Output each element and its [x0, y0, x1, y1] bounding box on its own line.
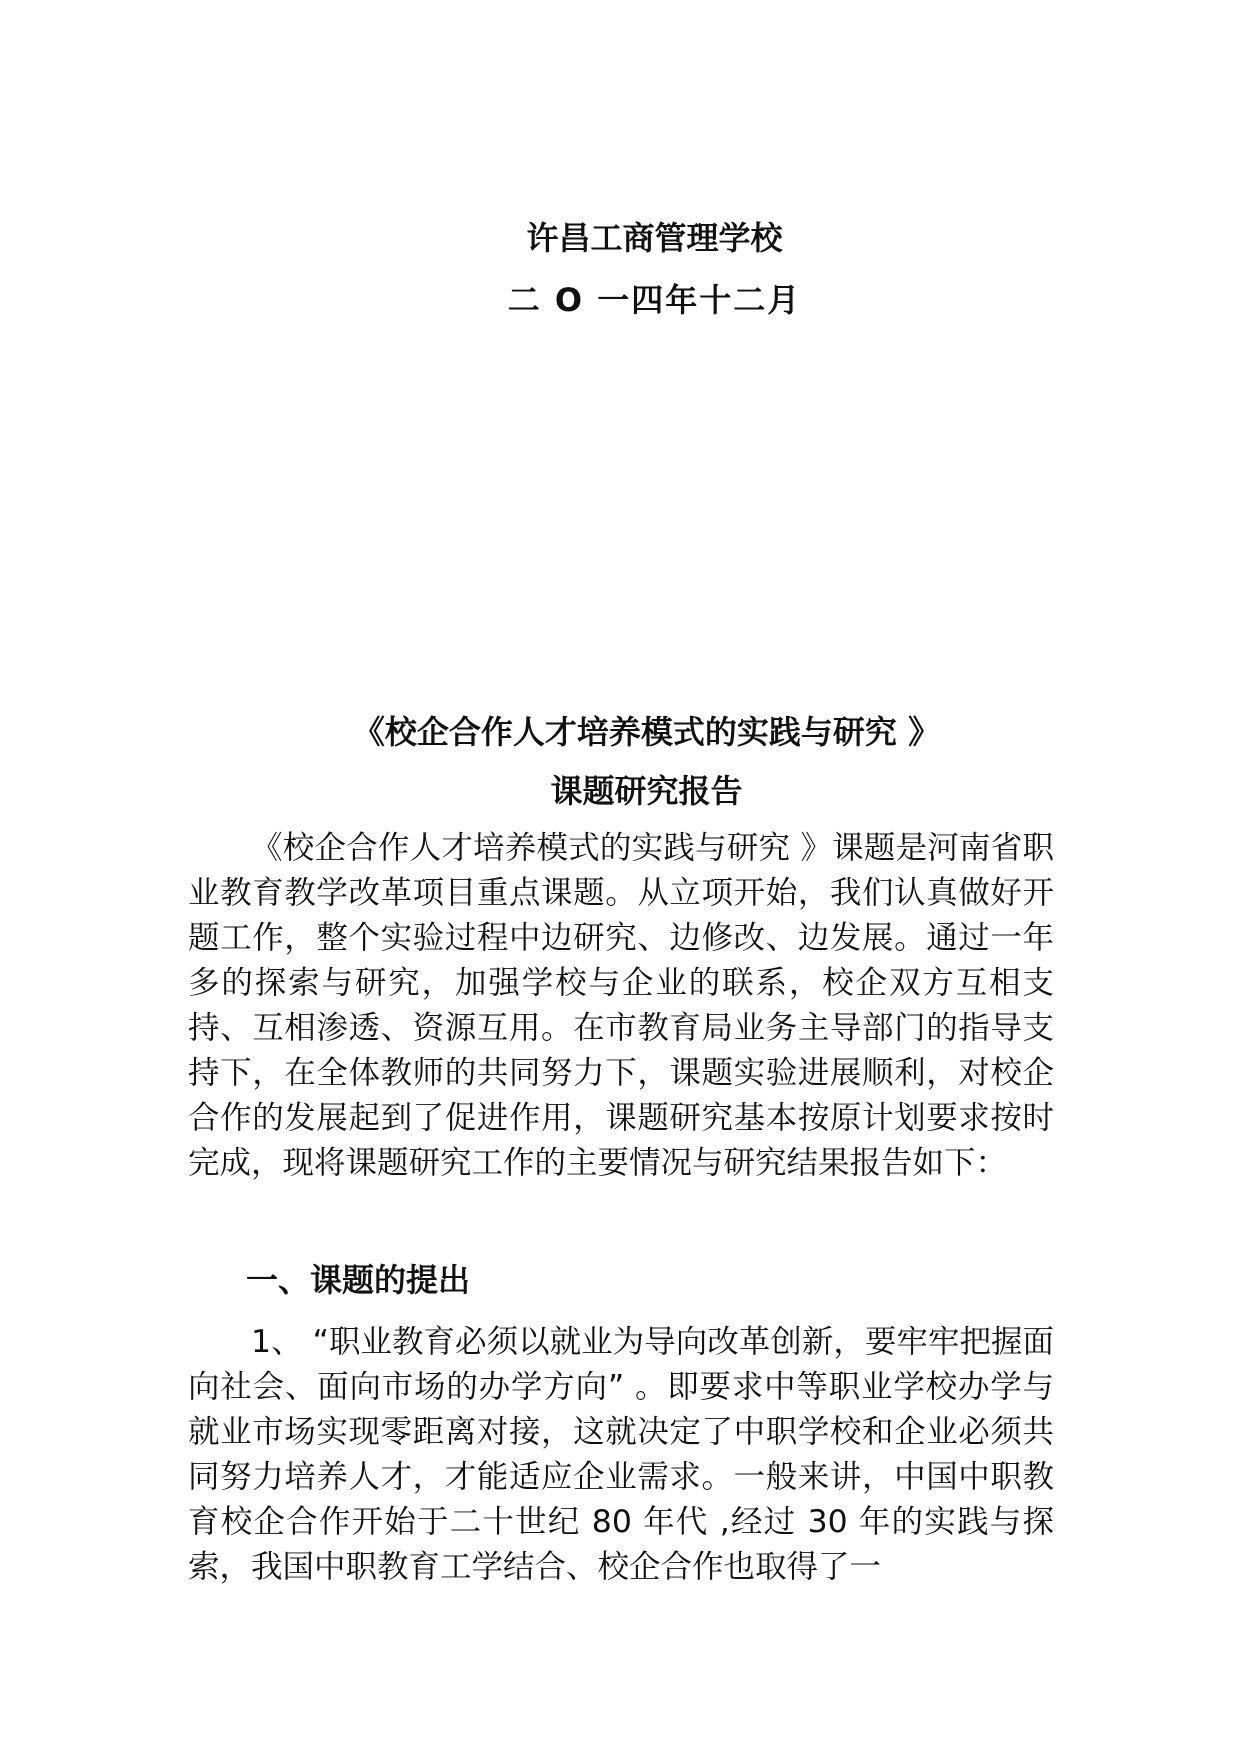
report-subtitle: 课题研究报告: [550, 772, 743, 810]
school-name: 许昌工商管理学校: [526, 219, 783, 257]
report-title: 《校企合作人才培养模式的实践与研究 》: [352, 713, 941, 751]
cover-date: 二 O 一四年十二月: [507, 281, 802, 319]
section-heading: 一、课题的提出: [246, 1261, 471, 1299]
section-paragraph: 1、 “职业教育必须以就业为导向改革创新，要牢牢把握面向社会、面向市场的办学方向” 。即要求中等职业学校办学与就业市场实现零距离对接，这就决定了中职学校和企业必须共同努力培养人才，才能适应企业需求。一般来讲，中国中职教育校企合作开始于二十世纪 80 年代 ,经过 30 年的实践与探索，我国中职教育工学结合、校企合作也取得了一: [188, 1324, 1054, 1585]
intro-paragraph: 《校企合作人才培养模式的实践与研究 》课题是河南省职业教育教学改革项目重点课题。从立项开始，我们认真做好开题工作，整个实验过程中边研究、边修改、边发展。通过一年多的探索与研究，加强学校与企业的联系，校企双方互相支持、互相渗透、资源互用。在市教育局业务主导部门的指导支持下，在全体教师的共同努力下，课题实验进展顺利，对校企合作的发展起到了促进作用，课题研究基本按原计划要求按时完成，现将课题研究工作的主要情况与研究结果报告如下：: [188, 830, 1054, 1181]
